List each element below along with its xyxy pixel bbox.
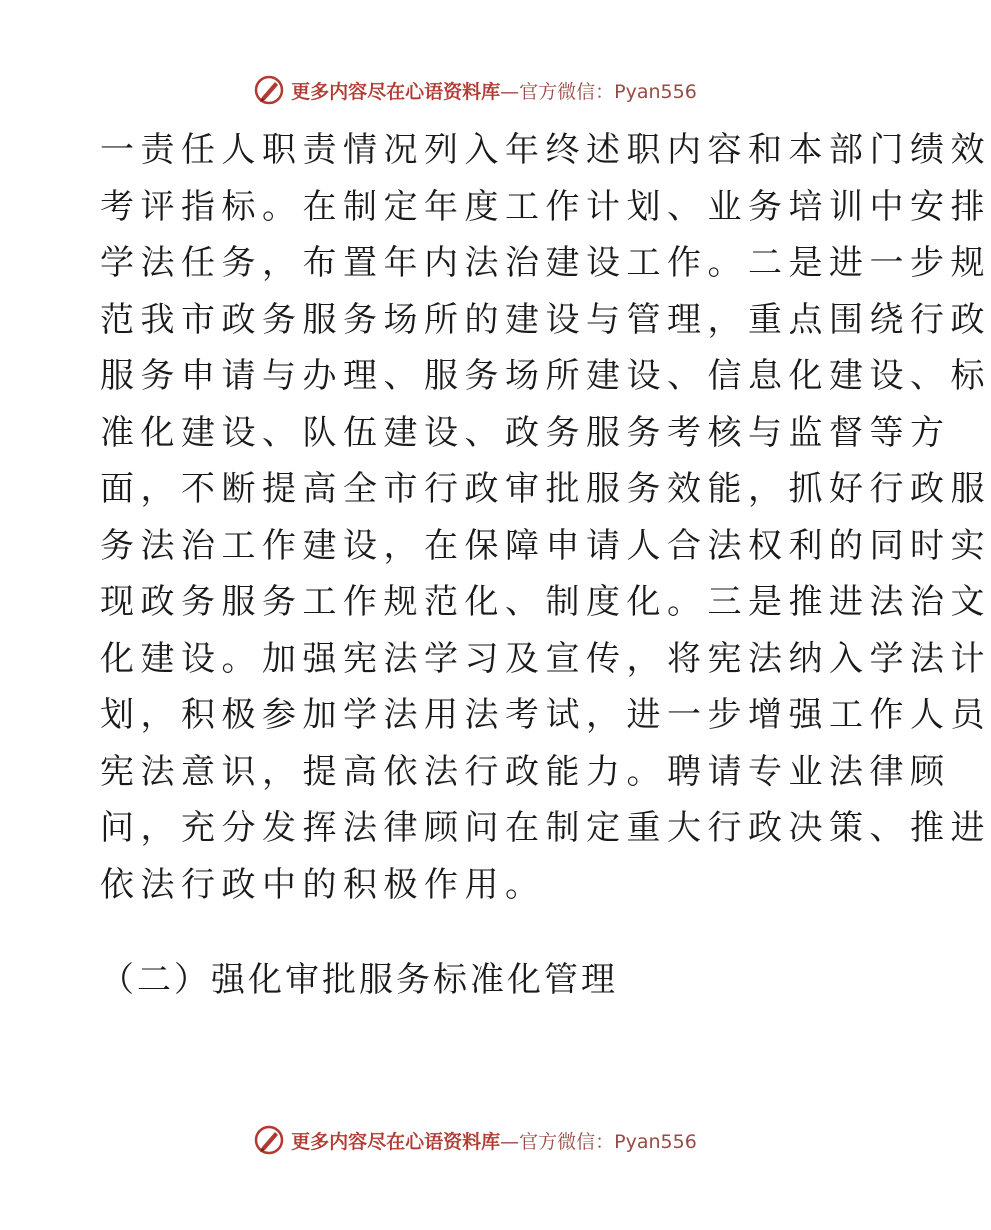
- paragraph-line: 务法治工作建设，在保障申请人合法权利的同时实: [100, 525, 991, 566]
- paragraph-line: 准化建设、队伍建设、政务服务考核与监督等方: [100, 412, 951, 453]
- header-watermark: [0, 70, 950, 110]
- paragraph-line: 考评指标。在制定年度工作计划、业务培训中安排: [100, 186, 991, 227]
- watermark-contact-text: —官方微信：Pyan556: [500, 80, 697, 103]
- paragraph-line: 学法任务，布置年内法治建设工作。二是进一步规: [100, 243, 991, 283]
- paragraph-line: 问，充分发挥法律顾问在制定重大行政决策、推进: [100, 808, 991, 848]
- pen-logo-icon: [253, 1124, 285, 1156]
- pen-logo-icon: [253, 74, 285, 106]
- paragraph-line: 现政务服务工作规范化、制度化。三是推进法治文: [100, 582, 991, 622]
- paragraph-line: 划，积极参加学法用法考试，进一步增强工作人员: [100, 695, 991, 735]
- footer-watermark: [0, 1120, 950, 1160]
- watermark-contact-text: —官方微信：Pyan556: [500, 1130, 697, 1153]
- paragraph-line: 依法行政中的积极作用。: [100, 864, 546, 905]
- body-paragraph: [100, 122, 991, 913]
- paragraph-line: 面，不断提高全市行政审批服务效能，抓好行政服: [100, 469, 991, 509]
- watermark-main-text: 更多内容尽在心语资料库: [291, 1130, 501, 1153]
- paragraph-line: 宪法意识，提高依法行政能力。聘请专业法律顾: [100, 751, 951, 792]
- paragraph-line: 一责任人职责情况列入年终述职内容和本部门绩效: [100, 130, 991, 170]
- paragraph-line: 范我市政务服务场所的建设与管理，重点围绕行政: [100, 299, 991, 340]
- section-heading: （二）强化审批服务标准化管理: [100, 960, 618, 1000]
- paragraph-line: 服务申请与办理、服务场所建设、信息化建设、标: [100, 356, 991, 396]
- watermark-main-text: 更多内容尽在心语资料库: [291, 80, 501, 103]
- paragraph-line: 化建设。加强宪法学习及宣传，将宪法纳入学法计: [100, 638, 991, 679]
